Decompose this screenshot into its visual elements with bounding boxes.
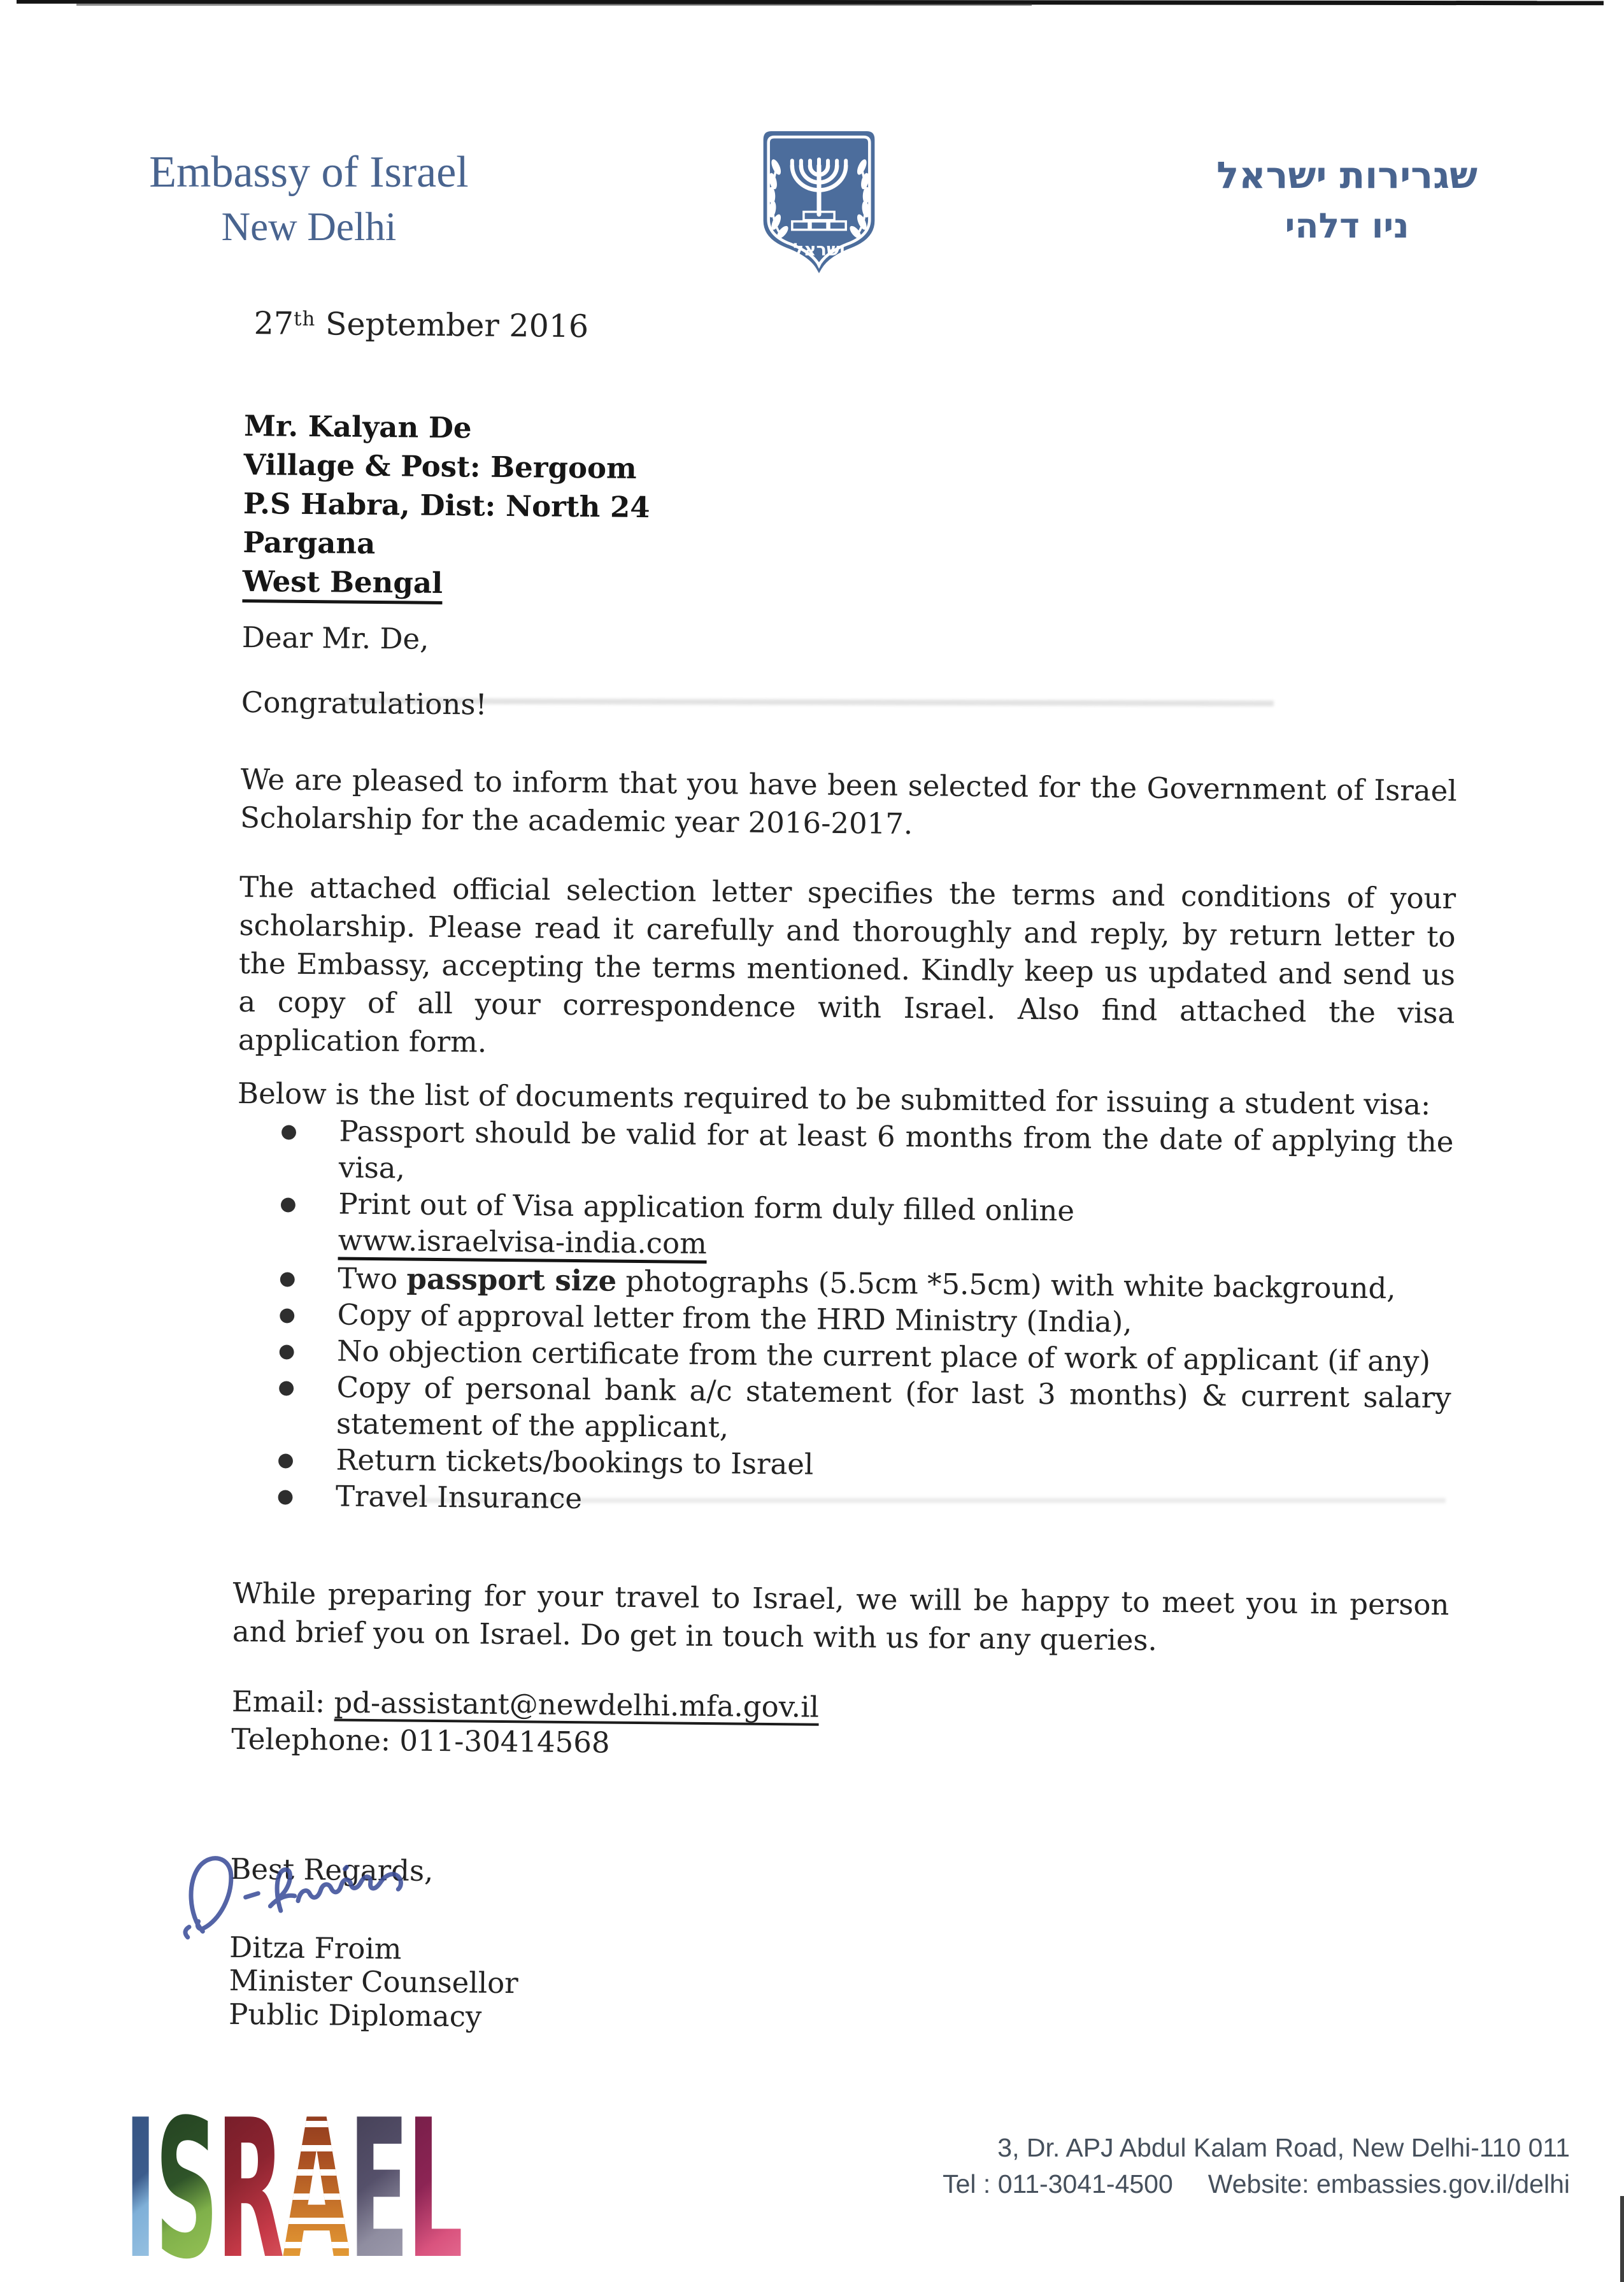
email-address-link: pd-assistant@newdelhi.mfa.gov.il — [334, 1687, 819, 1725]
letter-date — [245, 299, 1462, 354]
list-item-text: photographs (5.5cm *5.5cm) with white background, — [616, 1264, 1396, 1306]
embassy-name-hebrew: שגרירות ישראל — [1216, 153, 1478, 197]
embassy-city: New Delhi — [221, 204, 397, 249]
documents-list-intro: Below is the list of documents required to be submitted for issuing a student visa: — [237, 1076, 1431, 1122]
letterhead-hebrew — [1216, 149, 1478, 251]
para-line: scholarship. Please read it carefully and thoroughly and reply, by return letter to — [239, 908, 1456, 954]
closing-regards: Best Regards, — [230, 1851, 434, 1888]
list-item-bank-statement — [336, 1369, 1451, 1452]
signer-title-2: Public Diplomacy — [228, 1997, 482, 2034]
list-item-hrd-approval: ● Copy of approval letter from the HRD Ministry (India), — [337, 1296, 1451, 1343]
embassy-street-address: 3, Dr. APJ Abdul Kalam Road, New Delhi-110 011 — [997, 2133, 1570, 2162]
recipient-address-block — [242, 406, 1460, 614]
salutation: Dear Mr. De, — [241, 620, 429, 656]
paragraph-selection — [240, 760, 1457, 848]
recipient-line: Village & Post: Bergoom — [243, 447, 637, 485]
para-line: Scholarship for the academic year 2016-2017. — [239, 800, 913, 841]
paragraph-terms — [238, 868, 1457, 1071]
list-item-text: Two — [337, 1261, 407, 1296]
israel-wordmark-logo — [124, 2079, 462, 2282]
list-item-passport — [339, 1113, 1454, 1196]
emblem-hebrew-label: ישראל — [793, 239, 845, 260]
letterhead-english — [131, 145, 487, 253]
logo-letter: E — [349, 2079, 408, 2282]
scan-artifact-top-line-2 — [76, 3, 1032, 6]
list-item-line: ● Copy of personal bank a/c statement (for last 3 months) & current salary — [336, 1370, 1451, 1415]
recipient-name: Mr. Kalyan De — [243, 408, 472, 445]
logo-letter: A — [283, 2079, 349, 2282]
date-rest: September 2016 — [315, 306, 589, 345]
email-label: Email: — [231, 1684, 334, 1720]
israel-state-emblem-icon — [753, 125, 885, 275]
visa-website-link: www.israelvisa-india.com — [338, 1225, 707, 1264]
logo-letter: L — [407, 2079, 461, 2282]
contact-block — [231, 1682, 1448, 1769]
list-item-travel-insurance: ● Travel Insurance — [336, 1478, 1450, 1525]
para-line: While preparing for your travel to Israel, we will be happy to meet you in person — [232, 1576, 1449, 1622]
recipient-line: Pargana — [243, 525, 376, 560]
list-item-visa-form — [338, 1185, 1453, 1271]
list-item-line: visa, — [338, 1150, 406, 1185]
list-item-line: ● Print out of Visa application form duly filled online — [338, 1187, 1075, 1228]
embassy-name: Embassy of Israel — [149, 148, 469, 197]
logo-letter: S — [155, 2079, 217, 2282]
embassy-tel-web-line — [943, 2166, 1570, 2202]
letter-body — [229, 299, 1462, 2043]
embassy-website: Website: embassies.gov.il/delhi — [1207, 2169, 1570, 2199]
paragraph-meeting — [232, 1574, 1449, 1662]
handwritten-signature — [177, 1838, 481, 1962]
para-line: We are pleased to inform that you have been selected for the Government of Israel — [240, 762, 1457, 808]
embassy-footer-contact — [943, 2130, 1570, 2202]
date-day: 27 — [253, 305, 294, 342]
scan-artifact-right-edge — [1620, 2196, 1624, 2282]
para-line: application form. — [238, 1022, 487, 1059]
logo-letter: R — [217, 2079, 283, 2282]
para-line: a copy of all your correspondence with Israel. Also find attached the visa — [238, 984, 1455, 1030]
recipient-state: West Bengal — [242, 566, 443, 604]
list-item-line: ● Passport should be valid for at least 6 months from the date of applying the — [339, 1114, 1454, 1159]
documents-list — [234, 1112, 1454, 1525]
list-item-noc: ● No objection certificate from the current place of work of applicant (if any) — [337, 1332, 1451, 1380]
para-line: The attached official selection letter specifies the terms and conditions of your — [239, 869, 1457, 916]
logo-letter: I — [124, 2079, 155, 2282]
signer-title-1: Minister Counsellor — [229, 1963, 518, 2000]
date-ordinal: th — [293, 307, 316, 331]
passport-size-bold: passport size — [406, 1262, 617, 1298]
signer-name: Ditza Froim — [229, 1930, 402, 1966]
para-line: the Embassy, accepting the terms mentioned. Kindly keep us updated and send us — [238, 946, 1456, 992]
congratulations-line: Congratulations! — [241, 685, 487, 722]
embassy-city-hebrew: ניו דלהי — [1285, 206, 1409, 246]
list-item-line: statement of the applicant, — [336, 1406, 729, 1444]
telephone-line: Telephone: 011-30414568 — [231, 1722, 610, 1760]
para-line: and brief you on Israel. Do get in touch with us for any queries. — [232, 1614, 1158, 1657]
recipient-line: P.S Habra, Dist: North 24 — [243, 486, 650, 525]
list-item-return-tickets: ● Return tickets/bookings to Israel — [336, 1441, 1450, 1488]
embassy-telephone: Tel : 011-3041-4500 — [943, 2169, 1173, 2199]
